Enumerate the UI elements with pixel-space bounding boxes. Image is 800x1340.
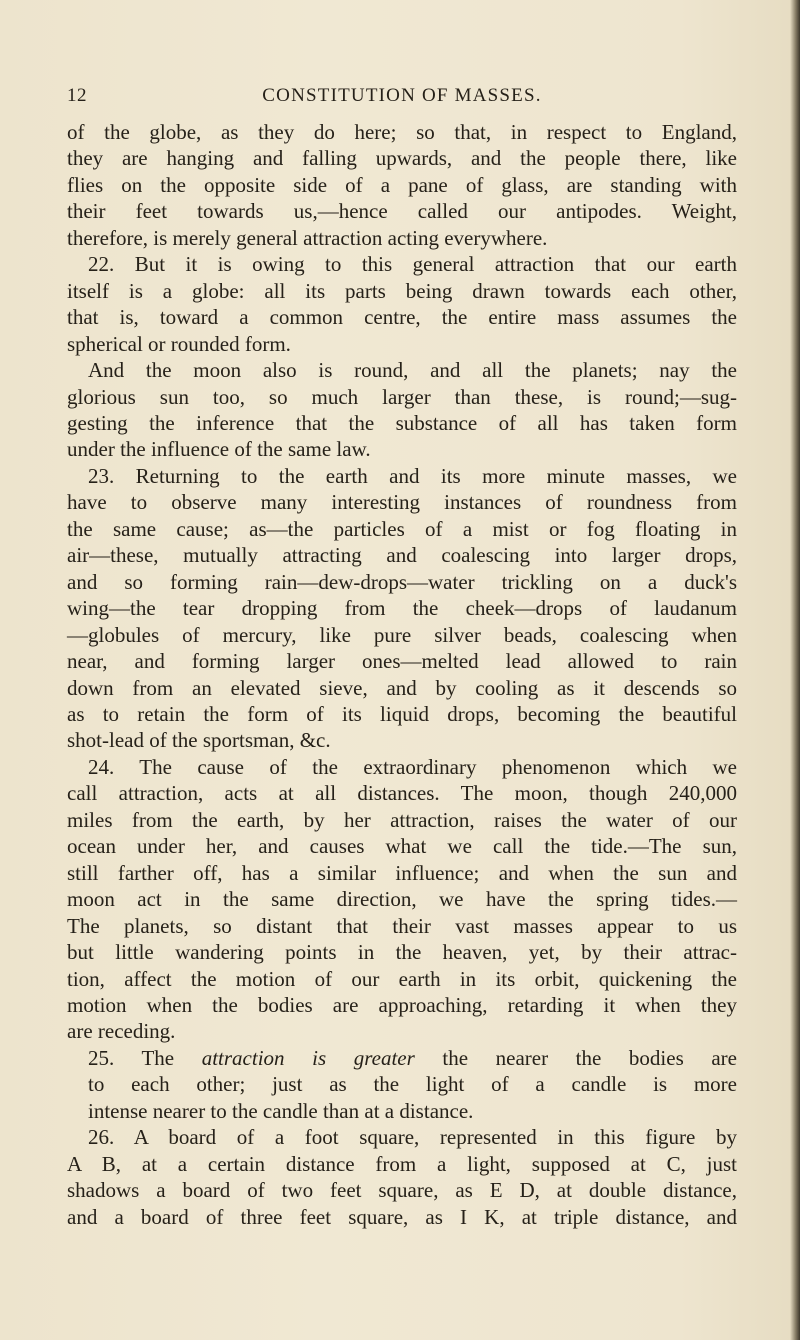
text-line: miles from the earth, by her attraction, raises the water of our	[67, 807, 737, 832]
text-line: therefore, is merely general attraction acting everywhere.	[67, 225, 548, 250]
page-number: 12	[67, 85, 87, 106]
text-line: shot-lead of the sportsman, &c.	[67, 728, 331, 753]
text-line: and a board of three feet square, as I K, at triple distance, and	[67, 1204, 737, 1229]
body-text	[67, 119, 737, 1230]
text-line: itself is a globe: all its parts being drawn towards each other,	[67, 278, 737, 303]
text-line: down from an elevated sieve, and by cooling as it descends so	[67, 675, 737, 700]
text-line: And the moon also is round, and all the planets; nay the	[88, 358, 737, 383]
text-line: the same cause; as—the particles of a mist or fog floating in	[67, 516, 737, 541]
running-title: CONSTITUTION OF MASSES.	[262, 85, 542, 106]
text-line: near, and forming larger ones—melted lead allowed to rain	[67, 649, 737, 674]
text-line: tion, affect the motion of our earth in its orbit, quickening the	[67, 966, 737, 991]
text-line: under the influence of the same law.	[67, 437, 371, 462]
text-line: are receding.	[67, 1019, 176, 1044]
text-line: motion when the bodies are approaching, retarding it when they	[67, 992, 737, 1017]
text-line: their feet towards us,—hence called our antipodes. Weight,	[67, 199, 737, 224]
text-line: intense nearer to the candle than at a distance.	[88, 1098, 474, 1123]
text-line: that is, toward a common centre, the entire mass assumes the	[67, 305, 737, 330]
text-line: 22. But it is owing to this general attraction that our earth	[88, 252, 737, 277]
text-line: gesting the inference that the substance of all has taken form	[67, 410, 737, 435]
text-line: of the globe, as they do here; so that, in respect to England,	[67, 120, 737, 144]
text-line: glorious sun too, so much larger than these, is round;—sug-	[67, 384, 737, 409]
text-line: wing—the tear dropping from the cheek—drops of laudanum	[67, 596, 737, 621]
text-line: 26. A board of a foot square, represented in this figure by	[88, 1125, 737, 1150]
text-line	[67, 1045, 737, 1071]
section-25-lead: 25. The	[88, 1045, 175, 1070]
text-line: and so forming rain—dew-drops—water trickling on a duck's	[67, 569, 737, 594]
page-header	[67, 85, 737, 113]
text-line: air—these, mutually attracting and coalescing into larger drops,	[67, 543, 737, 568]
text-line: as to retain the form of its liquid drops, becoming the beautiful	[67, 701, 737, 726]
text-line: 23. Returning to the earth and its more minute masses, we	[88, 463, 737, 488]
page-edge-shadow	[790, 0, 800, 1340]
text-line: but little wandering points in the heaven, yet, by their attrac-	[67, 940, 737, 965]
text-line: shadows a board of two feet square, as E D, at double distance,	[67, 1178, 737, 1203]
text-line: still farther off, has a similar influence; and when the sun and	[67, 860, 737, 885]
text-line: moon act in the same direction, we have the spring tides.—	[67, 887, 737, 912]
text-line: —globules of mercury, like pure silver beads, coalescing when	[67, 622, 737, 647]
italic-emphasis: attraction is greater	[201, 1045, 415, 1070]
text-line: to each other; just as the light of a candle is more	[88, 1072, 737, 1097]
text-line: ocean under her, and causes what we call the tide.—The sun,	[67, 834, 737, 859]
text-line: flies on the opposite side of a pane of glass, are standing with	[67, 172, 737, 197]
text-line: A B, at a certain distance from a light, supposed at C, just	[67, 1151, 737, 1176]
section-25-tail: the nearer the bodies are	[442, 1045, 737, 1070]
text-line: spherical or rounded form.	[67, 331, 291, 356]
text-line: The planets, so distant that their vast masses appear to us	[67, 913, 737, 938]
text-line: 24. The cause of the extraordinary phenomenon which we	[88, 754, 737, 779]
text-line: they are hanging and falling upwards, and the people there, like	[67, 146, 737, 171]
text-line: call attraction, acts at all distances. The moon, though 240,000	[67, 781, 737, 806]
text-line: have to observe many interesting instances of roundness from	[67, 490, 737, 515]
